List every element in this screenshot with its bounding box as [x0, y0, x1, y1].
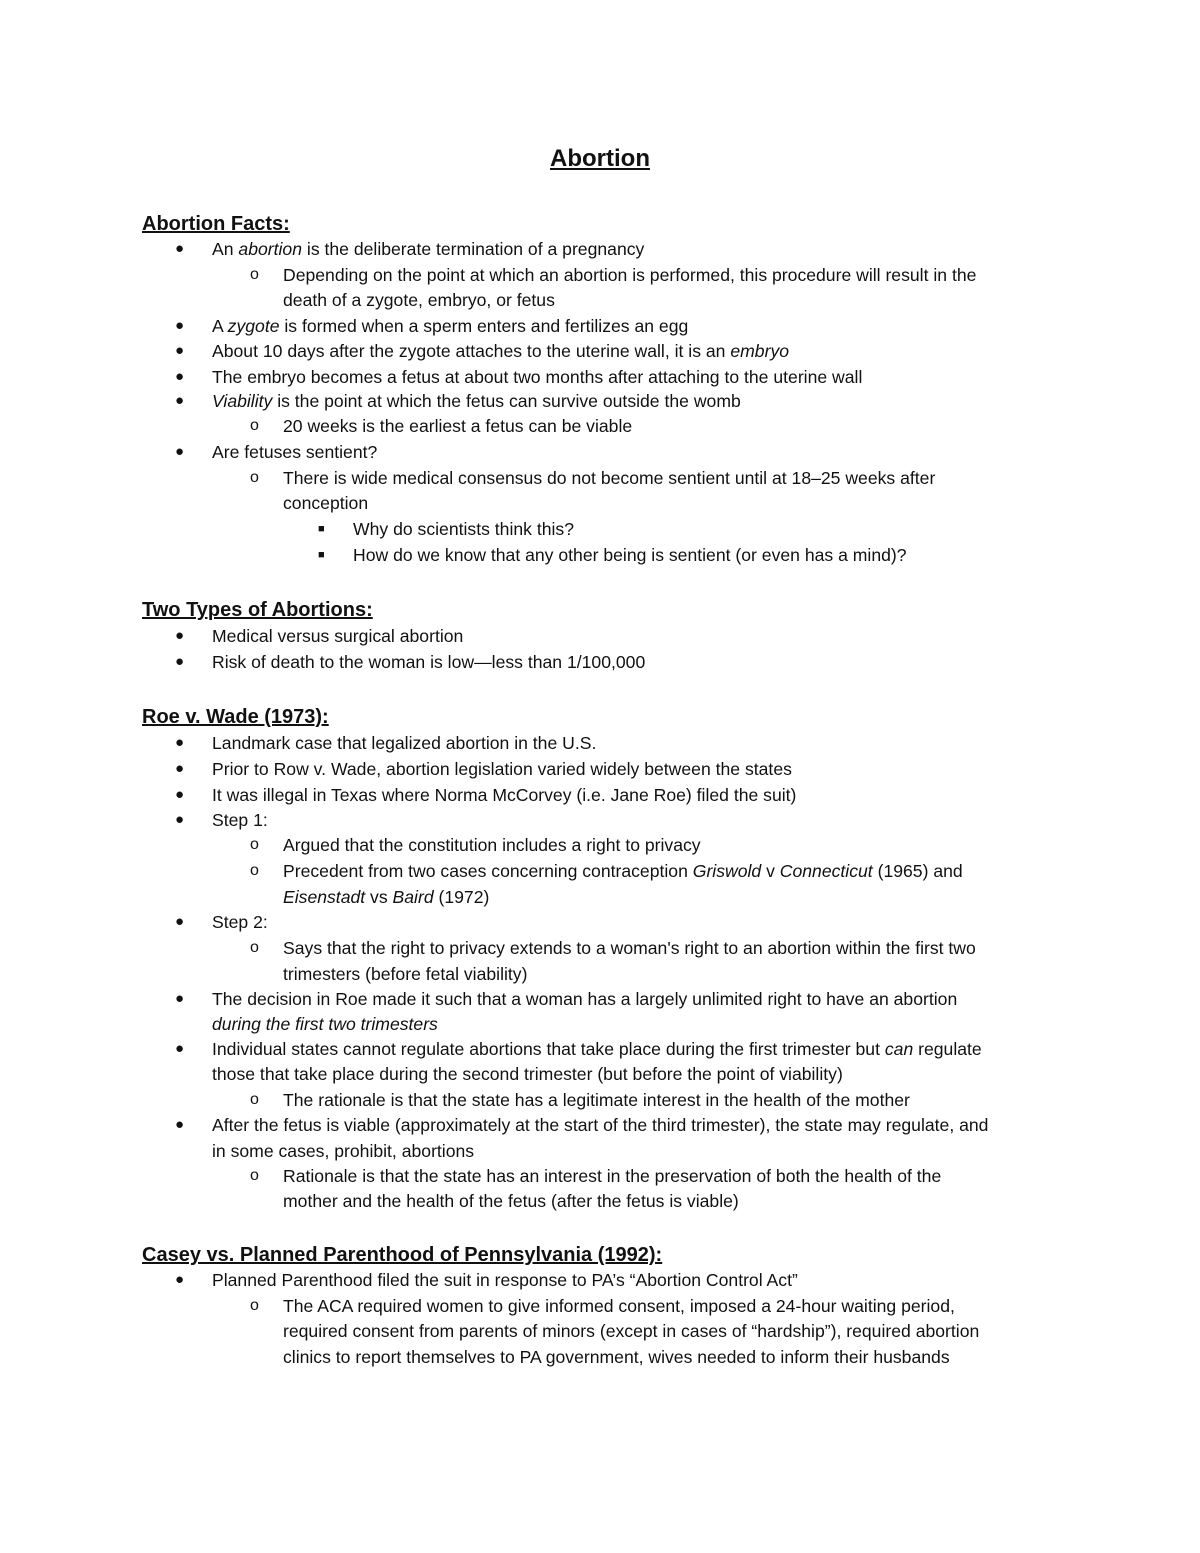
- italic-term: zygote: [227, 316, 280, 336]
- italic-term: Viability: [212, 391, 273, 411]
- list-item: death of a zygote, embryo, or fetus: [283, 290, 555, 310]
- sub-bullet-marker: o: [250, 836, 259, 853]
- bullet-marker: ●: [175, 811, 185, 828]
- list-item: Says that the right to privacy extends to a woman's right to an abortion within the first two: [283, 938, 976, 958]
- bullet-marker: ●: [175, 317, 185, 334]
- sub-bullet-marker: o: [250, 469, 259, 486]
- italic-term: Connecticut: [779, 861, 873, 881]
- list-item: Risk of death to the woman is low—less than 1/100,000: [212, 652, 646, 672]
- sub-bullet-marker: o: [250, 939, 259, 956]
- section-heading: Roe v. Wade (1973):: [142, 706, 329, 728]
- list-item: Precedent from two cases concerning contraception Griswold v Connecticut (1965) and: [283, 861, 963, 881]
- list-item: Depending on the point at which an abortion is performed, this procedure will result in the: [283, 265, 977, 285]
- list-item: Landmark case that legalized abortion in the U.S.: [212, 733, 597, 753]
- list-item: mother and the health of the fetus (after the fetus is viable): [283, 1191, 739, 1211]
- bullet-marker: ●: [175, 1040, 185, 1057]
- bullet-marker: ●: [175, 1116, 185, 1133]
- list-item: Step 1:: [212, 810, 268, 830]
- bullet-marker: ●: [175, 734, 185, 751]
- sub-bullet-marker: o: [250, 1297, 259, 1314]
- list-item: Viability is the point at which the fetus can survive outside the womb: [212, 391, 741, 411]
- list-item: The embryo becomes a fetus at about two months after attaching to the uterine wall: [212, 367, 863, 387]
- bullet-marker: ●: [175, 786, 185, 803]
- italic-term: Griswold: [692, 861, 762, 881]
- list-item: Step 2:: [212, 912, 268, 932]
- section-heading: Abortion Facts:: [142, 213, 290, 235]
- list-item: The decision in Roe made it such that a woman has a largely unlimited right to have an abortion: [212, 989, 958, 1009]
- list-item: Prior to Row v. Wade, abortion legislation varied widely between the states: [212, 759, 792, 779]
- bullet-marker: ●: [175, 342, 185, 359]
- italic-term: embryo: [730, 341, 790, 361]
- list-item: How do we know that any other being is sentient (or even has a mind)?: [353, 545, 907, 565]
- sub-sub-bullet-marker: ■: [318, 549, 325, 561]
- bullet-marker: ●: [175, 913, 185, 930]
- list-item: Medical versus surgical abortion: [212, 626, 464, 646]
- list-item: Planned Parenthood filed the suit in response to PA’s “Abortion Control Act”: [212, 1270, 798, 1290]
- bullet-marker: ●: [175, 653, 185, 670]
- list-item: The ACA required women to give informed consent, imposed a 24-hour waiting period,: [283, 1296, 955, 1316]
- list-item: clinics to report themselves to PA government, wives needed to inform their husbands: [283, 1347, 950, 1367]
- bullet-marker: ●: [175, 443, 185, 460]
- page-title: Abortion: [550, 145, 650, 172]
- list-item: Individual states cannot regulate abortions that take place during the first trimester but can regulate: [212, 1039, 982, 1059]
- italic-term: Baird: [392, 887, 434, 907]
- bullet-marker: ●: [175, 1271, 185, 1288]
- list-item: conception: [283, 493, 369, 513]
- list-item: Are fetuses sentient?: [212, 442, 378, 462]
- sub-bullet-marker: o: [250, 862, 259, 879]
- list-item: An abortion is the deliberate termination of a pregnancy: [212, 239, 645, 259]
- list-item: Argued that the constitution includes a right to privacy: [283, 835, 701, 855]
- list-item: Rationale is that the state has an interest in the preservation of both the health of the: [283, 1166, 942, 1186]
- list-item: Why do scientists think this?: [353, 519, 574, 539]
- section-heading: Casey vs. Planned Parenthood of Pennsylvania (1992):: [142, 1244, 663, 1266]
- bullet-marker: ●: [175, 368, 185, 385]
- italic-term: abortion: [238, 239, 303, 259]
- bullet-marker: ●: [175, 392, 185, 409]
- list-item: There is wide medical consensus do not become sentient until at 18–25 weeks after: [283, 468, 936, 488]
- list-item: Eisenstadt vs Baird (1972): [283, 887, 490, 907]
- section-heading: Two Types of Abortions:: [142, 599, 373, 621]
- list-item: After the fetus is viable (approximately at the start of the third trimester), the state may regulate, and: [212, 1115, 989, 1135]
- italic-term: can: [884, 1039, 914, 1059]
- sub-bullet-marker: o: [250, 1167, 259, 1184]
- list-item: required consent from parents of minors (except in cases of “hardship”), required abortion: [283, 1321, 980, 1341]
- list-item: A zygote is formed when a sperm enters and fertilizes an egg: [212, 316, 689, 336]
- sub-bullet-marker: o: [250, 266, 259, 283]
- bullet-marker: ●: [175, 627, 185, 644]
- list-item: trimesters (before fetal viability): [283, 964, 528, 984]
- italic-term: Eisenstadt: [283, 887, 366, 907]
- bullet-marker: ●: [175, 990, 185, 1007]
- sub-bullet-marker: o: [250, 417, 259, 434]
- sub-bullet-marker: o: [250, 1091, 259, 1108]
- list-item: The rationale is that the state has a legitimate interest in the health of the mother: [283, 1090, 910, 1110]
- list-item: About 10 days after the zygote attaches to the uterine wall, it is an embryo: [212, 341, 790, 361]
- italic-term: during the first two trimesters: [212, 1014, 438, 1034]
- list-item: [212, 1012, 438, 1036]
- list-item: in some cases, prohibit, abortions: [212, 1141, 475, 1161]
- bullet-marker: ●: [175, 760, 185, 777]
- bullet-marker: ●: [175, 240, 185, 257]
- list-item: 20 weeks is the earliest a fetus can be viable: [283, 416, 633, 436]
- list-item: those that take place during the second trimester (but before the point of viability): [212, 1064, 843, 1084]
- sub-sub-bullet-marker: ■: [318, 523, 325, 535]
- list-item: It was illegal in Texas where Norma McCorvey (i.e. Jane Roe) filed the suit): [212, 785, 797, 805]
